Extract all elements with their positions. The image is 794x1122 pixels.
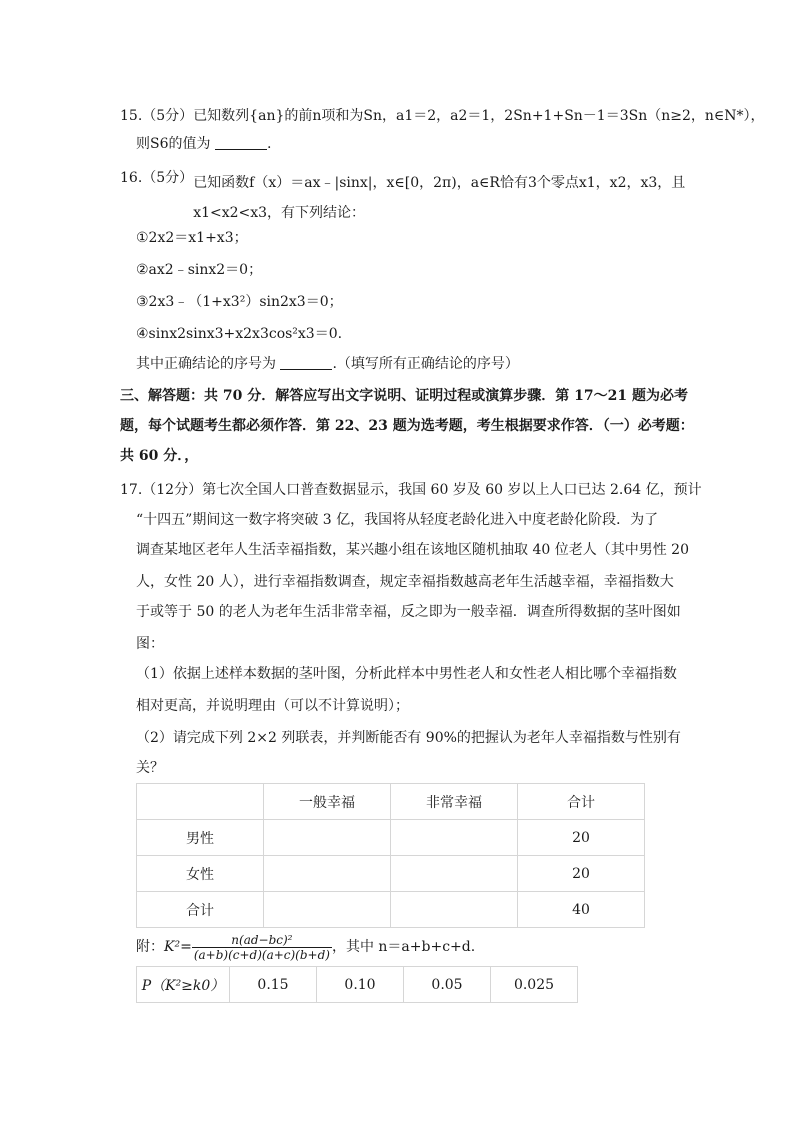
formula-denominator: (a+b)(c+d)(a+c)(b+d) bbox=[193, 947, 330, 962]
contingency-table bbox=[136, 783, 645, 928]
contingency-header-row bbox=[137, 784, 645, 820]
contingency-header-cell: 一般幸福 bbox=[264, 784, 391, 820]
q17-text-line1: 第七次全国人口普查数据显示，我国 60 岁及 60 岁以上人口已达 2.64 亿，预计 bbox=[202, 482, 702, 498]
q17-part1-line1: （1）依据上述样本数据的茎叶图，分析此样本中男性老人和女性老人相比哪个幸福指数 bbox=[136, 666, 677, 682]
section3-line3: 共 60 分．， bbox=[120, 448, 199, 464]
table-cell: 20 bbox=[518, 856, 645, 892]
table-cell: 40 bbox=[518, 892, 645, 928]
q15-score: （5分） bbox=[142, 108, 194, 124]
q16-conclusion-4: ④sinx2sinx3+x2x3cos²x3＝0. bbox=[136, 326, 343, 342]
section3-line1: 三、解答题：共 70 分．解答应写出文字说明、证明过程或演算步骤．第 17～21 题为必考 bbox=[120, 388, 688, 404]
q16-score: （5分） bbox=[142, 170, 194, 186]
q17-text-line4: 人，女性 20 人），进行幸福指数调查，规定幸福指数越高老年生活越幸福，幸福指数大 bbox=[136, 574, 674, 590]
table-cell[interactable] bbox=[264, 856, 391, 892]
q16-conclusion-1: ①2x2＝x1+x3； bbox=[136, 230, 248, 246]
table-row bbox=[137, 856, 645, 892]
q17-part1-line2: 相对更高，并说明理由（可以不计算说明）； bbox=[136, 698, 409, 714]
q17-number: 17. bbox=[120, 482, 143, 498]
q16-answer-blank[interactable] bbox=[280, 355, 332, 370]
q15-number: 15. bbox=[120, 108, 143, 124]
table-row bbox=[137, 967, 578, 1003]
table-cell[interactable] bbox=[391, 856, 518, 892]
q17-score: （12分） bbox=[142, 482, 203, 498]
q15-line2-prefix: 则S6的值为 bbox=[136, 136, 211, 152]
section3-line2: 题，每个试题考生都必须作答．第 22、23 题为选考题，考生根据要求作答．（一）必考题： bbox=[120, 418, 694, 434]
q16-answer-prefix: 其中正确结论的序号为 bbox=[136, 356, 276, 372]
table-cell[interactable] bbox=[264, 892, 391, 928]
q16-conclusion-2: ②ax2﹣sinx2＝0； bbox=[136, 262, 263, 278]
q16-answer-suffix: .（填写所有正确结论的序号） bbox=[332, 356, 519, 372]
q15-text: 已知数列{an}的前n项和为Sn，a1＝2，a2＝1，2Sn+1+Sn－1＝3Sn（n≥2，n∈N*）， bbox=[193, 108, 765, 124]
q15-line1 bbox=[120, 106, 765, 126]
row-label: 男性 bbox=[137, 820, 264, 856]
q17-line1 bbox=[120, 480, 702, 500]
formula-lhs: K²= bbox=[164, 939, 192, 955]
q17-part2-line1: （2）请完成下列 2×2 列联表，并判断能否有 90%的把握认为老年人幸福指数与性别有 bbox=[136, 730, 681, 746]
table-cell: 20 bbox=[518, 820, 645, 856]
q16-text: 已知函数f（x）＝ax﹣|sinx|，x∈[0，2π)，a∈R恰有3个零点x1，x2，x3，且x1<x2<x3，有下列结论： bbox=[193, 175, 686, 221]
q16-number: 16. bbox=[120, 170, 143, 186]
q16-answer-line bbox=[136, 354, 519, 374]
formula-suffix: ，其中 n＝a+b+c+d. bbox=[331, 939, 476, 955]
table-cell[interactable] bbox=[391, 820, 518, 856]
q17-text-line2: “十四五”期间这一数字将突破 3 亿，我国将从轻度老龄化进入中度老龄化阶段．为了 bbox=[136, 512, 659, 528]
formula-numerator: n(ad−bc)² bbox=[192, 933, 332, 948]
row-label: 合计 bbox=[137, 892, 264, 928]
formula-prefix: 附： bbox=[136, 939, 164, 955]
p-value-table bbox=[136, 966, 578, 1003]
table-row bbox=[137, 892, 645, 928]
table-row bbox=[137, 820, 645, 856]
p-table-value: 0.05 bbox=[404, 967, 491, 1003]
q15-answer-blank[interactable] bbox=[215, 135, 267, 150]
q16-line1 bbox=[120, 168, 703, 228]
formula-line bbox=[136, 932, 475, 962]
table-cell[interactable] bbox=[264, 820, 391, 856]
table-cell[interactable] bbox=[391, 892, 518, 928]
q15-line2 bbox=[136, 134, 271, 154]
q17-part2-line2: 关？ bbox=[136, 760, 164, 776]
formula-fraction bbox=[192, 933, 332, 962]
contingency-header-cell: 合计 bbox=[518, 784, 645, 820]
q17-text-line6: 图： bbox=[136, 636, 164, 652]
row-label: 女性 bbox=[137, 856, 264, 892]
p-table-value: 0.10 bbox=[317, 967, 404, 1003]
q17-text-line3: 调查某地区老年人生活幸福指数，某兴趣小组在该地区随机抽取 40 位老人（其中男性 20 bbox=[136, 542, 689, 558]
contingency-header-cell bbox=[137, 784, 264, 820]
q17-text-line5: 于或等于 50 的老人为老年生活非常幸福，反之即为一般幸福．调查所得数据的茎叶图如 bbox=[136, 604, 681, 620]
p-table-value: 0.15 bbox=[230, 967, 317, 1003]
p-table-value: 0.025 bbox=[491, 967, 578, 1003]
p-table-label: P（K²≥k0） bbox=[137, 967, 230, 1003]
q16-conclusion-3: ③2x3﹣（1+x3²）sin2x3＝0； bbox=[136, 294, 343, 310]
contingency-header-cell: 非常幸福 bbox=[391, 784, 518, 820]
q15-line2-suffix: . bbox=[266, 136, 272, 152]
